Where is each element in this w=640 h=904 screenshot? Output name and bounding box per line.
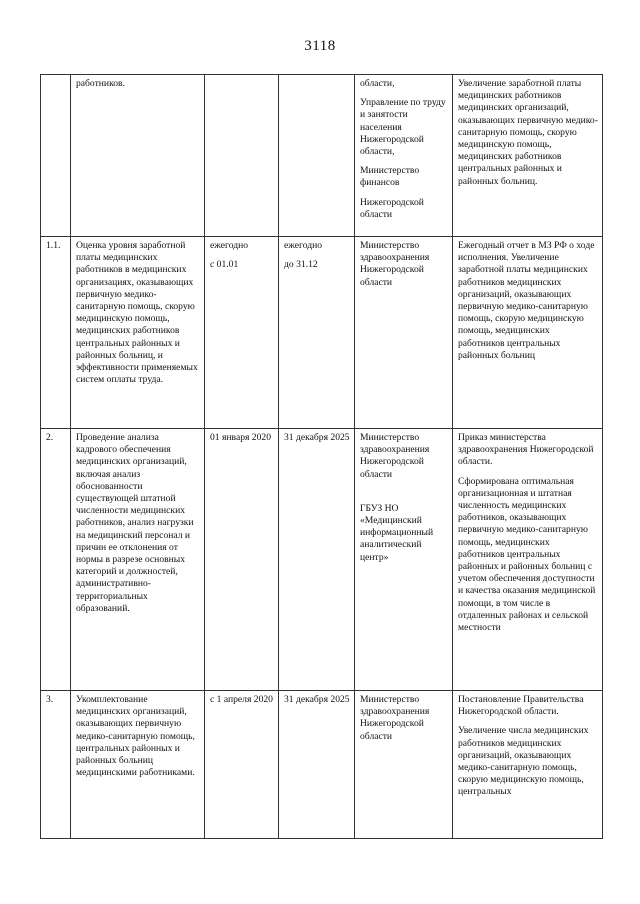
end-date-text: ежегодно bbox=[284, 240, 323, 251]
start-date-text: ежегодно bbox=[210, 240, 249, 251]
start-date-text: с 1 апреля 2020 bbox=[210, 694, 273, 705]
executors-cell bbox=[355, 429, 453, 691]
result-text: Сформирована оптимальная организационная и штатная численность медицинских работников, оказывающих первичную медико-санитарную помощь, медицинских работников центральных районных и районных больниц с учетом обеспечения доступности и качества оказания медицинской помощи, в том числе в отдаленных районах и сельской местности bbox=[458, 475, 596, 634]
table-row bbox=[41, 691, 603, 839]
executor-text: Министерство финансов bbox=[360, 165, 420, 189]
action-plan-table bbox=[40, 74, 603, 839]
table-row bbox=[41, 237, 603, 429]
executor-text: ГБУЗ НО «Медицинский информационный аналитический центр» bbox=[360, 502, 434, 563]
result-text: Увеличение заработной платы медицинских работников медицинских организаций, оказывающих первичную медико-санитарную помощь, скорую медицинскую помощь, медицинских работников центральных районных и районных больниц. bbox=[458, 78, 598, 187]
action-cell bbox=[71, 237, 205, 429]
end-date-cell bbox=[279, 237, 355, 429]
executor-text: Министерство здравоохранения Нижегородской области bbox=[360, 694, 430, 742]
executors-cell bbox=[355, 691, 453, 839]
executor-text: Управление по труду и занятости населения Нижегородской области, bbox=[360, 97, 446, 158]
executors-cell bbox=[355, 237, 453, 429]
action-text: работников. bbox=[76, 78, 125, 89]
end-date-cell bbox=[279, 429, 355, 691]
action-text: Оценка уровня заработной платы медицинских работников в медицинских организациях, оказывающих первичную медико-санитарную помощь, скорую медицинскую помощь, медицинских работников центральных районных и районных больниц, и эффективности применяемых систем оплаты труда. bbox=[76, 240, 198, 386]
start-date-text: 01 января 2020 bbox=[210, 432, 271, 443]
end-date-text: до 31.12 bbox=[284, 259, 318, 271]
result-text: Увеличение числа медицинских работников медицинских организаций, оказывающих медико-санитарную помощь, скорую медицинскую помощь, центральных bbox=[458, 725, 589, 798]
result-text: Приказ министерства здравоохранения Нижегородской области. bbox=[458, 432, 594, 468]
executor-text: Министерство здравоохранения Нижегородской области bbox=[360, 240, 430, 288]
result-cell bbox=[453, 429, 603, 691]
item-number-cell: 1.1. bbox=[41, 237, 71, 429]
end-date-text: 31 декабря 2025 bbox=[284, 694, 350, 705]
start-date-cell bbox=[205, 691, 279, 839]
start-date-text: с 01.01 bbox=[210, 259, 239, 271]
end-date-cell bbox=[279, 691, 355, 839]
item-number-cell: 2. bbox=[41, 429, 71, 691]
item-number-cell bbox=[41, 75, 71, 237]
executor-text: Министерство здравоохранения Нижегородской области bbox=[360, 432, 430, 480]
executor-text: Нижегородской области bbox=[360, 196, 424, 220]
action-text: Проведение анализа кадрового обеспечения медицинских организаций, включая анализ обоснованности существующей штатной численности медицинских работников, анализ нагрузки на медицинский персонал и причин ее отклонения от нормы в разрезе основных категорий и должностей, административно-территориальных образований. bbox=[76, 432, 194, 614]
table-row bbox=[41, 429, 603, 691]
result-cell bbox=[453, 75, 603, 237]
result-text: Постановление Правительства Нижегородской области. bbox=[458, 694, 584, 718]
executor-text: области, bbox=[360, 78, 395, 89]
end-date-cell bbox=[279, 75, 355, 237]
end-date-text: 31 декабря 2025 bbox=[284, 432, 350, 443]
executors-cell bbox=[355, 75, 453, 237]
page-number: 3118 bbox=[304, 38, 336, 54]
action-cell bbox=[71, 75, 205, 237]
item-number-cell: 3. bbox=[41, 691, 71, 839]
start-date-cell bbox=[205, 75, 279, 237]
start-date-cell bbox=[205, 237, 279, 429]
table-row bbox=[41, 75, 603, 237]
result-text: Ежегодный отчет в МЗ РФ о ходе исполнения. Увеличение заработной платы медицинских работников медицинских организаций, оказывающих первичную медико-санитарную помощь, скорую медицинскую помощь, медицинских работников центральных районных больниц bbox=[458, 240, 595, 361]
result-cell bbox=[453, 691, 603, 839]
action-cell bbox=[71, 691, 205, 839]
result-cell bbox=[453, 237, 603, 429]
start-date-cell bbox=[205, 429, 279, 691]
action-cell bbox=[71, 429, 205, 691]
action-text: Укомплектование медицинских организаций, оказывающих первичную медико-санитарную помощь, центральных районных и районных больниц медицинскими работниками. bbox=[76, 694, 195, 779]
